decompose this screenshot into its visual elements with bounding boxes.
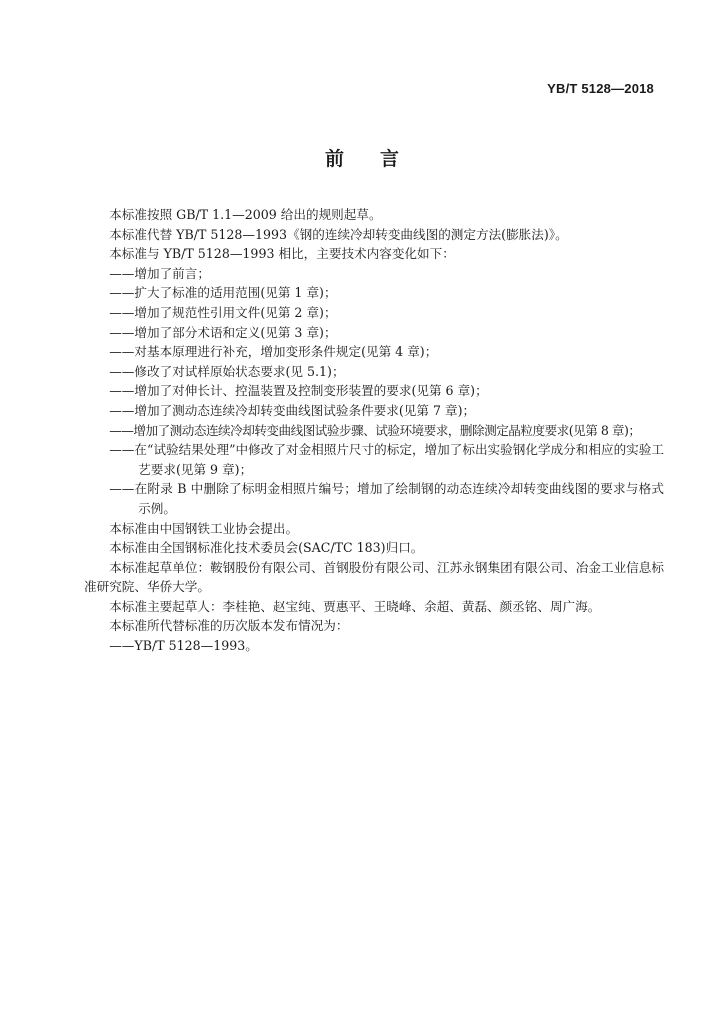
history-item: ——YB/T 5128—1993。 [109, 638, 258, 654]
change-item: ——增加了规范性引用文件(见第 2 章)； [109, 304, 337, 320]
change-item: ——增加了部分术语和定义(见第 3 章)； [109, 324, 337, 340]
change-item: ——扩大了标准的适用范围(见第 1 章)； [109, 285, 337, 301]
change-item: ——对基本原理进行补充，增加变形条件规定(见第 4 章)； [109, 344, 438, 360]
change-item: ——增加了测动态连续冷却转变曲线图试验步骤、试验环境要求，删除测定晶粒度要求(见第 8 章)； [109, 422, 641, 438]
paragraph: 本标准与 YB/T 5128—1993 相比，主要技术内容变化如下： [109, 246, 455, 262]
paragraph: 本标准由中国钢铁工业协会提出。 [109, 520, 299, 536]
paragraph: 本标准由全国钢标准化技术委员会(SAC/TC 183)归口。 [109, 540, 424, 556]
change-item: ——在“试验结果处理”中修改了对金相照片尺寸的标定，增加了标出实验钢化学成分和相应的实验工艺要求(见第 9 章)； [109, 442, 664, 477]
change-item: ——增加了前言； [109, 265, 210, 281]
paragraph: 本标准代替 YB/T 5128—1993《钢的连续冷却转变曲线图的测定方法(膨胀法)》。 [109, 226, 568, 242]
change-item: ——增加了对伸长计、控温装置及控制变形装置的要求(见第 6 章)； [109, 383, 488, 399]
document-code: YB/T 5128—2018 [547, 81, 654, 96]
change-item: ——增加了测动态连续冷却转变曲线图试验条件要求(见第 7 章)； [109, 402, 476, 418]
paragraph: 本标准起草单位：鞍钢股份有限公司、首钢股份有限公司、江苏永钢集团有限公司、冶金工业信息标准研究院、华侨大学。 [84, 559, 664, 595]
change-item: ——在附录 B 中删除了标明金相照片编号；增加了绘制钢的动态连续冷却转变曲线图的要求与格式示例。 [109, 481, 664, 516]
page-title: 前言 [324, 148, 435, 170]
change-item: ——修改了对试样原始状态要求(见 5.1)； [109, 363, 345, 379]
foreword-body [84, 205, 664, 656]
paragraph: 本标准主要起草人：李桂艳、赵宝纯、贾惠平、王晓峰、余超、黄磊、颜丞铭、周广海。 [109, 598, 601, 614]
paragraph: 本标准按照 GB/T 1.1—2009 给出的规则起草。 [109, 207, 382, 222]
paragraph: 本标准所代替标准的历次版本发布情况为： [109, 618, 349, 634]
